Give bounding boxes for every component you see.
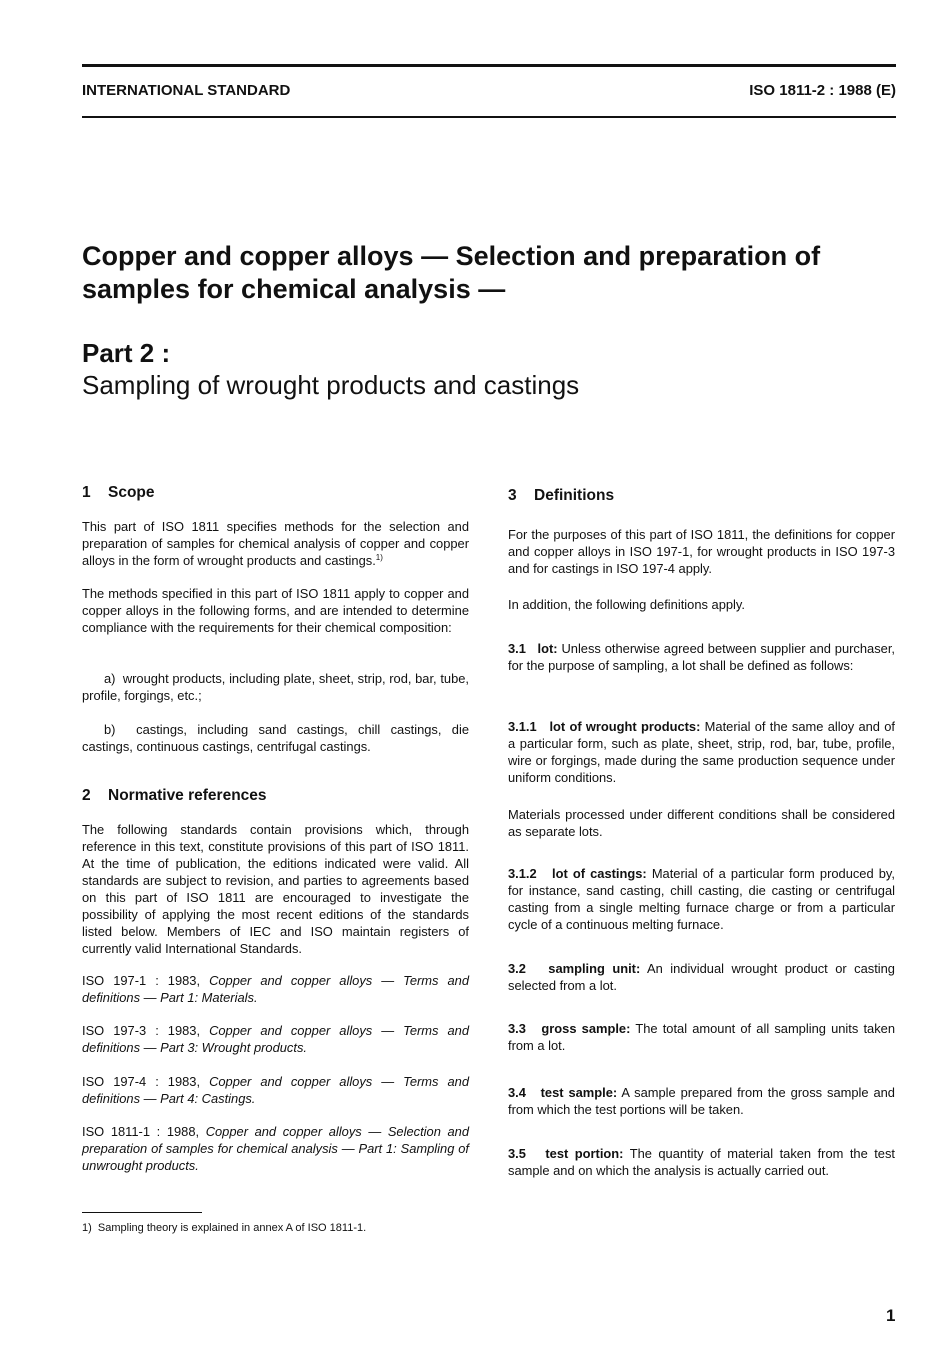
reference-id: ISO 1811-1 : 1988, xyxy=(82,1124,200,1139)
definition-number: 3.1.2 xyxy=(508,866,537,881)
definitions-paragraph-1: For the purposes of this part of ISO 1811, the definitions for copper and copper alloys in ISO 197-1, for wrought products in ISO 197-3 and for castings in ISO 197-4 apply. xyxy=(508,527,895,576)
definition-text: An individual wrought product or casting selected from a lot. xyxy=(508,961,895,993)
reference-item xyxy=(82,1073,469,1107)
reference-item xyxy=(82,1123,469,1174)
definition-note: Materials processed under different conditions shall be considered as separate lots. xyxy=(508,807,895,839)
header-standard-number: ISO 1811-2 : 1988 (E) xyxy=(749,82,896,99)
scope-paragraph-1 xyxy=(82,518,469,569)
definition-term: gross sample: xyxy=(541,1021,631,1036)
reference-title: Copper and copper alloys — Terms and definitions — Part 3: Wrought products. xyxy=(82,1023,469,1055)
definition-text: A sample prepared from the gross sample and from which the test portions will be taken. xyxy=(508,1085,895,1117)
footnote xyxy=(82,1222,366,1234)
definition-text: The quantity of material taken from the test sample and on which the analysis is actually carried out. xyxy=(508,1146,896,1178)
section-title: Normative references xyxy=(108,787,267,804)
definition-item xyxy=(508,960,895,994)
list-label: b) xyxy=(104,722,116,737)
reference-id: ISO 197-3 : 1983, xyxy=(82,1023,201,1038)
reference-id: ISO 197-1 : 1983, xyxy=(82,973,201,988)
section-number: 3 xyxy=(508,487,517,504)
list-label: a) xyxy=(104,671,116,686)
document-title: Copper and copper alloys — Selection and preparation of samples for chemical analysis — xyxy=(82,241,821,304)
section-title: Scope xyxy=(108,484,155,501)
header-document-type: INTERNATIONAL STANDARD xyxy=(82,82,291,99)
definition-text: Unless otherwise agreed between supplier and purchaser, for the purpose of sampling, a lot shall be defined as follows: xyxy=(508,641,895,673)
definition-term: lot: xyxy=(537,641,558,656)
footnote-reference[interactable]: 1) xyxy=(375,553,383,562)
section-number: 2 xyxy=(82,787,91,804)
definition-text: The total amount of all sampling units taken from a lot. xyxy=(508,1021,895,1053)
section-heading-scope xyxy=(82,484,155,502)
list-item xyxy=(82,721,469,755)
reference-title: Copper and copper alloys — Terms and definitions — Part 1: Materials. xyxy=(82,973,469,1005)
section-heading-definitions xyxy=(508,487,614,505)
list-item xyxy=(82,670,469,704)
reference-title: Copper and copper alloys — Selection and preparation of samples for chemical analysis — Part 1: Sampling of unwrought products. xyxy=(82,1124,469,1173)
definition-item xyxy=(508,1145,895,1179)
definition-term: lot of castings: xyxy=(551,866,647,881)
list-text: wrought products, including plate, sheet, strip, rod, bar, tube, profile, forgings, etc.; xyxy=(82,671,469,703)
section-title: Definitions xyxy=(534,487,615,504)
definition-term: lot of wrought products: xyxy=(549,719,701,734)
reference-title: Copper and copper alloys — Terms and definitions — Part 4: Castings. xyxy=(82,1074,469,1106)
definition-number: 3.1.1 xyxy=(508,719,537,734)
header-top-rule xyxy=(82,64,896,67)
footnote-rule xyxy=(82,1212,202,1213)
definition-item xyxy=(508,865,895,933)
definition-text: Material of a particular form produced by, for instance, sand casting, chill casting, die casting or centrifugal casting from a single melting furnace charge or from a particular cycle of a continuous melting furnace. xyxy=(508,866,895,932)
part-label: Part 2 : xyxy=(82,338,171,368)
definition-item xyxy=(508,1084,895,1118)
definition-item xyxy=(508,718,895,786)
definition-number: 3.3 xyxy=(508,1021,526,1036)
page-number: 1 xyxy=(886,1306,896,1325)
header-bottom-rule xyxy=(82,116,896,118)
definition-text: Material of the same alloy and of a particular form, such as plate, sheet, strip, rod, bar, tube, profile, wire or forgings, made during the same production sequence under uniform conditions. xyxy=(508,719,895,785)
list-text: castings, including sand castings, chill castings, die castings, continuous castings, centrifugal castings. xyxy=(82,722,469,754)
reference-item xyxy=(82,972,469,1006)
definition-number: 3.4 xyxy=(508,1085,526,1100)
definition-number: 3.1 xyxy=(508,641,526,656)
footnote-text: Sampling theory is explained in annex A of ISO 1811-1. xyxy=(97,1222,367,1234)
reference-id: ISO 197-4 : 1983, xyxy=(82,1074,201,1089)
footnote-mark: 1) xyxy=(82,1222,92,1234)
definitions-paragraph-2: In addition, the following definitions apply. xyxy=(508,597,745,612)
definition-number: 3.5 xyxy=(508,1146,526,1161)
definition-item xyxy=(508,640,895,674)
document-subtitle: Sampling of wrought products and castings xyxy=(82,370,580,400)
definition-number: 3.2 xyxy=(508,961,526,976)
definition-term: sampling unit: xyxy=(548,961,641,976)
scope-paragraph-2: The methods specified in this part of ISO 1811 apply to copper and copper alloys in the following forms, and are intended to determine compliance with the requirements for their chemical composition: xyxy=(82,586,469,635)
normative-references-paragraph: The following standards contain provisions which, through reference in this text, constitute provisions of this part of ISO 1811. At the time of publication, the editions indicated were valid. All standards are subject to revision, and parties to agreements based on this part of ISO 1811 are encouraged to investigate the possibility of applying the most recent editions of the standards listed below. Members of IEC and ISO maintain registers of currently valid International Standards. xyxy=(82,822,469,956)
reference-item xyxy=(82,1022,469,1056)
paragraph-text: This part of ISO 1811 specifies methods for the selection and preparation of samples for chemical analysis of copper and copper alloys in the form of wrought products and castings. xyxy=(82,519,469,568)
definition-term: test portion: xyxy=(545,1146,624,1161)
section-number: 1 xyxy=(82,484,91,501)
section-heading-normative-references xyxy=(82,787,267,805)
definition-term: test sample: xyxy=(540,1085,618,1100)
definition-item xyxy=(508,1020,895,1054)
